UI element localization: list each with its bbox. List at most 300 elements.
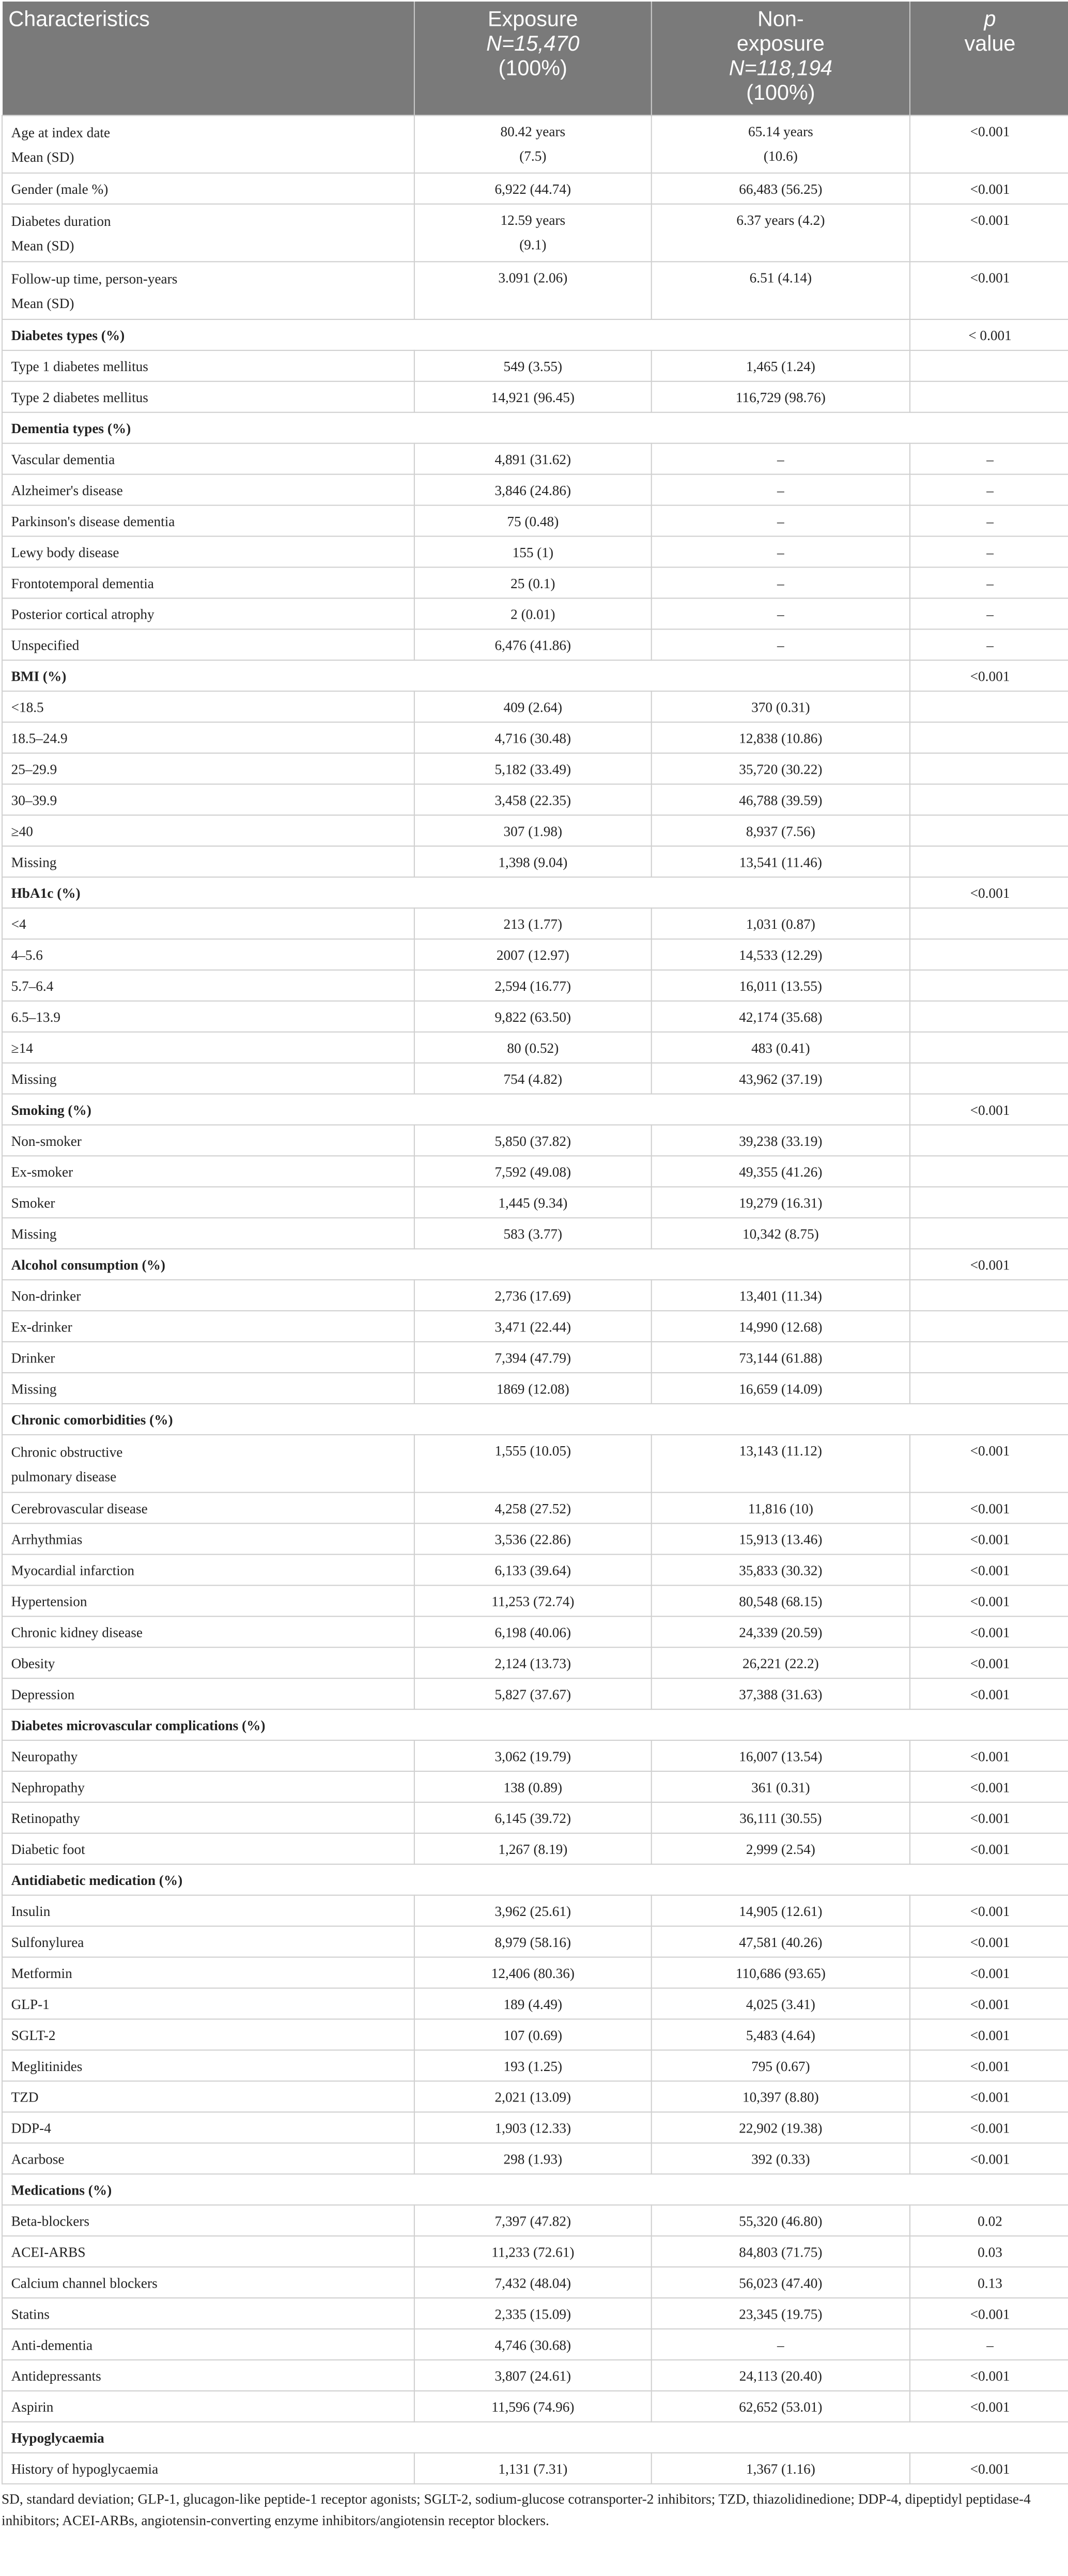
- exposure-value: 6,198 (40.06): [494, 1623, 571, 1640]
- exposure-cell: [414, 2453, 652, 2484]
- characteristic-cell: [2, 753, 414, 784]
- exposure-value: 1,267 (8.19): [498, 1841, 568, 1857]
- non-exposure-value: 1,031 (0.87): [746, 915, 815, 932]
- p-value-cell: [910, 1125, 1068, 1156]
- characteristic-cell: [2, 204, 414, 262]
- characteristic-label: ≥40: [11, 822, 33, 839]
- p-value-cell: [910, 1001, 1068, 1032]
- non-exposure-value: 795 (0.67): [751, 2057, 810, 2074]
- header-characteristics-label: Characteristics: [8, 8, 150, 32]
- non-exposure-value: 22,902 (19.38): [739, 2119, 823, 2136]
- exposure-value: (9.1): [519, 236, 547, 253]
- table-row: [2, 262, 1068, 319]
- p-value-cell: 0.03: [910, 2236, 1068, 2267]
- p-value-cell: 0.13: [910, 2267, 1068, 2298]
- non-exposure-cell: [652, 1802, 910, 1833]
- p-value-cell: [910, 815, 1068, 846]
- non-exposure-value: 49,355 (41.26): [739, 1163, 823, 1179]
- characteristic-label: Parkinson's disease dementia: [11, 513, 175, 529]
- p-value-cell: <0.001: [910, 1833, 1068, 1864]
- characteristic-cell: [2, 2143, 414, 2174]
- exposure-cell: [414, 598, 652, 629]
- characteristic-cell: [2, 2050, 414, 2081]
- p-value-cell: [910, 1187, 1068, 1218]
- characteristic-cell: [2, 1523, 414, 1554]
- table-row: [2, 722, 1068, 753]
- characteristic-label: Nephropathy: [11, 1778, 85, 1795]
- exposure-cell: [414, 381, 652, 412]
- section-title: Medications (%): [11, 2181, 112, 2198]
- non-exposure-value: 6.51 (4.14): [749, 269, 812, 286]
- characteristic-label: History of hypoglycaemia: [11, 2460, 159, 2477]
- section-title: Diabetes microvascular complications (%): [11, 1716, 266, 1733]
- p-value-cell: [910, 1218, 1068, 1249]
- non-exposure-cell: [652, 939, 910, 970]
- characteristic-label: Type 1 diabetes mellitus: [11, 358, 148, 374]
- non-exposure-value: 16,007 (13.54): [739, 1747, 823, 1764]
- p-value-cell: –: [910, 474, 1068, 505]
- characteristic-cell: [2, 1435, 414, 1493]
- table-row: [2, 567, 1068, 598]
- non-exposure-value: 26,221 (22.2): [742, 1654, 819, 1671]
- non-exposure-cell: [652, 1988, 910, 2019]
- table-row: [2, 1280, 1068, 1311]
- non-exposure-value: 8,937 (7.56): [746, 822, 815, 839]
- exposure-value: 1,445 (9.34): [498, 1194, 568, 1210]
- non-exposure-value: 10,342 (8.75): [742, 1225, 819, 1241]
- non-exposure-value: 392 (0.33): [751, 2150, 810, 2167]
- non-exposure-value: 5,483 (4.64): [746, 2026, 815, 2043]
- non-exposure-value: –: [777, 451, 784, 467]
- table-row: [2, 629, 1068, 660]
- characteristic-label: Lewy body disease: [11, 544, 119, 560]
- non-exposure-cell: [652, 1647, 910, 1678]
- characteristic-cell: [2, 1926, 414, 1957]
- non-exposure-cell: [652, 1492, 910, 1523]
- header-p-label: p: [984, 8, 996, 32]
- exposure-value: 298 (1.93): [503, 2150, 563, 2167]
- characteristic-label: 25–29.9: [11, 760, 57, 777]
- exposure-cell: [414, 2050, 652, 2081]
- exposure-cell: [414, 1280, 652, 1311]
- non-exposure-value: 14,905 (12.61): [739, 1903, 823, 1919]
- non-exposure-value: 39,238 (33.19): [739, 1132, 823, 1148]
- p-value-cell: [910, 1373, 1068, 1404]
- exposure-cell: [414, 1125, 652, 1156]
- characteristic-label: DDP-4: [11, 2119, 51, 2136]
- exposure-cell: [414, 970, 652, 1001]
- non-exposure-cell: [652, 2019, 910, 2050]
- exposure-cell: [414, 2329, 652, 2360]
- footnote: [2, 2485, 1068, 2532]
- non-exposure-value: 23,345 (19.75): [739, 2305, 823, 2322]
- p-value-cell: –: [910, 629, 1068, 660]
- exposure-value: 4,746 (30.68): [494, 2336, 571, 2353]
- p-value-cell: <0.001: [910, 1957, 1068, 1988]
- exposure-value: 2,021 (13.09): [494, 2088, 571, 2105]
- non-exposure-cell: [652, 1523, 910, 1554]
- exposure-value: 6,145 (39.72): [494, 1810, 571, 1826]
- p-value-cell: [910, 381, 1068, 412]
- non-exposure-cell: [652, 381, 910, 412]
- non-exposure-cell: [652, 1063, 910, 1094]
- characteristic-cell: [2, 784, 414, 815]
- section-title: Dementia types (%): [11, 420, 131, 436]
- exposure-cell: [414, 846, 652, 877]
- p-value-cell: <0.001: [910, 1094, 1068, 1125]
- exposure-value: 5,827 (37.67): [494, 1685, 571, 1702]
- exposure-value: 1,398 (9.04): [498, 853, 568, 870]
- non-exposure-value: 24,339 (20.59): [739, 1623, 823, 1640]
- characteristic-label: Unspecified: [11, 636, 80, 653]
- header-exposure-pct: (100%): [498, 57, 567, 81]
- characteristic-cell: [2, 815, 414, 846]
- exposure-cell: [414, 1373, 652, 1404]
- p-value-cell: <0.001: [910, 1492, 1068, 1523]
- exposure-cell: [414, 1156, 652, 1187]
- exposure-value: 11,596 (74.96): [491, 2398, 575, 2415]
- characteristic-label: ACEI-ARBS: [11, 2243, 86, 2260]
- p-value-cell: <0.001: [910, 1554, 1068, 1585]
- exposure-value: 4,716 (30.48): [494, 729, 571, 746]
- p-value-cell: [910, 722, 1068, 753]
- non-exposure-value: 13,143 (11.12): [739, 1443, 823, 1459]
- non-exposure-value: –: [777, 2336, 784, 2353]
- header-non-exposure-line: Non-: [757, 8, 804, 32]
- table-row: [2, 1523, 1068, 1554]
- p-value-cell: [910, 1342, 1068, 1373]
- header-exposure-n: N=15,470: [486, 32, 580, 56]
- exposure-value: 7,397 (47.82): [494, 2212, 571, 2229]
- characteristic-cell: [2, 1063, 414, 1094]
- non-exposure-cell: [652, 2453, 910, 2484]
- non-exposure-value: 73,144 (61.88): [739, 1349, 823, 1366]
- exposure-cell: [414, 2391, 652, 2422]
- p-value-cell: <0.001: [910, 2112, 1068, 2143]
- table-row: [2, 2112, 1068, 2143]
- exposure-cell: [414, 784, 652, 815]
- characteristic-label: Missing: [11, 1380, 57, 1397]
- non-exposure-cell: [652, 173, 910, 204]
- characteristic-label: Mean (SD): [11, 237, 74, 253]
- p-value-cell: [910, 1280, 1068, 1311]
- exposure-cell: [414, 1218, 652, 1249]
- characteristic-label: 5.7–6.4: [11, 977, 54, 994]
- characteristic-label: Chronic kidney disease: [11, 1623, 143, 1640]
- characteristic-cell: [2, 1988, 414, 2019]
- exposure-cell: [414, 1554, 652, 1585]
- table-row: [2, 1833, 1068, 1864]
- table-row: [2, 1032, 1068, 1063]
- section-title-cell: [2, 319, 910, 350]
- exposure-value: 3,458 (22.35): [494, 791, 571, 808]
- p-value-cell: –: [910, 567, 1068, 598]
- table-row: [2, 204, 1068, 262]
- non-exposure-value: 46,788 (39.59): [739, 791, 823, 808]
- non-exposure-value: 47,581 (40.26): [739, 1934, 823, 1950]
- table-row: [2, 1616, 1068, 1647]
- table-row: [2, 1156, 1068, 1187]
- section-row: [2, 2174, 1068, 2205]
- table-row: [2, 1187, 1068, 1218]
- exposure-value: 3,962 (25.61): [494, 1903, 571, 1919]
- header-value-label: value: [964, 32, 1016, 56]
- section-row: [2, 2422, 1068, 2453]
- characteristic-cell: [2, 173, 414, 204]
- non-exposure-cell: [652, 1311, 910, 1342]
- characteristic-label: Non-drinker: [11, 1287, 81, 1304]
- non-exposure-cell: [652, 262, 910, 319]
- table-row: [2, 2329, 1068, 2360]
- p-value-cell: [910, 908, 1068, 939]
- exposure-cell: [414, 1895, 652, 1926]
- exposure-value: 5,850 (37.82): [494, 1132, 571, 1148]
- non-exposure-cell: [652, 2050, 910, 2081]
- characteristic-cell: [2, 970, 414, 1001]
- section-title-cell: [2, 2422, 1068, 2453]
- characteristic-cell: [2, 1740, 414, 1771]
- exposure-value: 3,062 (19.79): [494, 1747, 571, 1764]
- table-row: [2, 2081, 1068, 2112]
- exposure-cell: [414, 173, 652, 204]
- section-title-cell: [2, 1404, 1068, 1435]
- characteristic-cell: [2, 2329, 414, 2360]
- table-row: [2, 691, 1068, 722]
- characteristic-label: Ex-drinker: [11, 1318, 72, 1335]
- section-title-cell: [2, 1709, 1068, 1740]
- exposure-cell: [414, 1740, 652, 1771]
- characteristic-cell: [2, 1585, 414, 1616]
- non-exposure-value: 35,833 (30.32): [739, 1561, 823, 1578]
- characteristic-label: Aspirin: [11, 2398, 54, 2415]
- exposure-value: 2,594 (16.77): [494, 977, 571, 994]
- exposure-cell: [414, 1523, 652, 1554]
- table-body: [2, 115, 1068, 2484]
- characteristic-label: Alzheimer's disease: [11, 482, 123, 498]
- table-row: [2, 2298, 1068, 2329]
- p-value-cell: <0.001: [910, 173, 1068, 204]
- p-value-cell: < 0.001: [910, 319, 1068, 350]
- exposure-value: 7,394 (47.79): [494, 1349, 571, 1366]
- non-exposure-cell: [652, 1740, 910, 1771]
- non-exposure-value: 12,838 (10.86): [739, 729, 823, 746]
- table-row: [2, 1125, 1068, 1156]
- characteristic-label: Obesity: [11, 1654, 55, 1671]
- non-exposure-value: –: [777, 636, 784, 653]
- characteristic-label: Frontotemporal dementia: [11, 574, 154, 591]
- exposure-value: 138 (0.89): [503, 1778, 563, 1795]
- characteristic-cell: [2, 2267, 414, 2298]
- characteristic-cell: [2, 2360, 414, 2391]
- non-exposure-cell: [652, 115, 910, 173]
- table-row: [2, 2391, 1068, 2422]
- p-value-cell: <0.001: [910, 2391, 1068, 2422]
- non-exposure-cell: [652, 2236, 910, 2267]
- characteristic-label: 18.5–24.9: [11, 729, 68, 746]
- characteristic-cell: [2, 1001, 414, 1032]
- exposure-value: 2,124 (13.73): [494, 1654, 571, 1671]
- section-row: [2, 877, 1068, 908]
- characteristic-cell: [2, 2112, 414, 2143]
- non-exposure-value: (10.6): [763, 148, 798, 164]
- characteristic-label: Vascular dementia: [11, 451, 115, 467]
- characteristic-cell: [2, 1957, 414, 1988]
- table-row: [2, 1342, 1068, 1373]
- exposure-value: 14,921 (96.45): [491, 389, 575, 405]
- exposure-cell: [414, 629, 652, 660]
- characteristic-cell: [2, 1802, 414, 1833]
- non-exposure-value: 35,720 (30.22): [739, 760, 823, 777]
- non-exposure-cell: [652, 722, 910, 753]
- characteristic-label: Myocardial infarction: [11, 1561, 135, 1578]
- exposure-cell: [414, 1678, 652, 1709]
- section-title: Alcohol consumption (%): [11, 1256, 165, 1272]
- p-value-cell: –: [910, 536, 1068, 568]
- characteristic-cell: [2, 1771, 414, 1802]
- exposure-value: 1,903 (12.33): [494, 2119, 571, 2136]
- non-exposure-value: 65.14 years: [748, 123, 813, 140]
- characteristic-label: Beta-blockers: [11, 2212, 89, 2229]
- characteristic-label: pulmonary disease: [11, 1467, 117, 1484]
- non-exposure-value: 62,652 (53.01): [739, 2398, 823, 2415]
- exposure-cell: [414, 939, 652, 970]
- characteristic-cell: [2, 1895, 414, 1926]
- header-characteristics: [2, 2, 414, 115]
- non-exposure-value: 1,465 (1.24): [746, 358, 815, 374]
- table-row: [2, 598, 1068, 629]
- non-exposure-cell: [652, 629, 910, 660]
- p-value-cell: <0.001: [910, 2050, 1068, 2081]
- section-title: Smoking (%): [11, 1101, 91, 1117]
- p-value-cell: <0.001: [910, 1435, 1068, 1493]
- section-row: [2, 412, 1068, 443]
- section-row: [2, 1709, 1068, 1740]
- characteristic-label: 4–5.6: [11, 946, 43, 963]
- characteristic-cell: [2, 2391, 414, 2422]
- section-title: Hypoglycaemia: [11, 2429, 104, 2446]
- characteristic-cell: [2, 1342, 414, 1373]
- characteristic-label: Metformin: [11, 1965, 72, 1981]
- characteristic-cell: [2, 722, 414, 753]
- characteristic-label: Missing: [11, 853, 57, 870]
- exposure-value: 12.59 years: [500, 212, 566, 228]
- exposure-cell: [414, 443, 652, 474]
- p-value-cell: <0.001: [910, 1926, 1068, 1957]
- characteristic-label: Antidepressants: [11, 2367, 101, 2384]
- exposure-value: 307 (1.98): [503, 822, 563, 839]
- characteristic-label: Follow-up time, person-years: [11, 270, 178, 286]
- non-exposure-cell: [652, 1156, 910, 1187]
- p-value-cell: <0.001: [910, 262, 1068, 319]
- section-row: [2, 1249, 1068, 1280]
- non-exposure-cell: [652, 691, 910, 722]
- p-value-cell: –: [910, 443, 1068, 474]
- non-exposure-value: 1,367 (1.16): [746, 2460, 815, 2477]
- section-row: [2, 660, 1068, 691]
- non-exposure-cell: [652, 1957, 910, 1988]
- characteristic-cell: [2, 2205, 414, 2236]
- non-exposure-cell: [652, 350, 910, 381]
- section-row: [2, 1094, 1068, 1125]
- characteristic-cell: [2, 1125, 414, 1156]
- table-row: [2, 1895, 1068, 1926]
- characteristic-cell: [2, 691, 414, 722]
- section-title-cell: [2, 660, 910, 691]
- non-exposure-cell: [652, 204, 910, 262]
- exposure-cell: [414, 1032, 652, 1063]
- characteristic-label: ≥14: [11, 1039, 33, 1056]
- exposure-value: 754 (4.82): [503, 1070, 563, 1087]
- non-exposure-value: 80,548 (68.15): [739, 1592, 823, 1609]
- p-value-cell: –: [910, 598, 1068, 629]
- non-exposure-value: –: [777, 513, 784, 529]
- table-row: [2, 1492, 1068, 1523]
- exposure-cell: [414, 2267, 652, 2298]
- exposure-value: 3,807 (24.61): [494, 2367, 571, 2384]
- table-row: [2, 1554, 1068, 1585]
- non-exposure-value: 42,174 (35.68): [739, 1008, 823, 1025]
- characteristic-label: Mean (SD): [11, 295, 74, 311]
- p-value-cell: <0.001: [910, 1523, 1068, 1554]
- non-exposure-cell: [652, 1001, 910, 1032]
- non-exposure-cell: [652, 1280, 910, 1311]
- p-value-cell: [910, 846, 1068, 877]
- exposure-value: 3,846 (24.86): [494, 482, 571, 498]
- characteristic-cell: [2, 115, 414, 173]
- characteristic-cell: [2, 2298, 414, 2329]
- exposure-value: 5,182 (33.49): [494, 760, 571, 777]
- non-exposure-cell: [652, 846, 910, 877]
- exposure-value: 2007 (12.97): [496, 946, 569, 963]
- exposure-cell: [414, 350, 652, 381]
- exposure-cell: [414, 1988, 652, 2019]
- non-exposure-value: 15,913 (13.46): [739, 1530, 823, 1547]
- exposure-cell: [414, 2360, 652, 2391]
- characteristic-cell: [2, 1554, 414, 1585]
- non-exposure-cell: [652, 1342, 910, 1373]
- p-value-cell: <0.001: [910, 2081, 1068, 2112]
- characteristic-label: SGLT-2: [11, 2026, 56, 2043]
- section-title: Antidiabetic medication (%): [11, 1872, 183, 1888]
- table-row: [2, 1218, 1068, 1249]
- table-row: [2, 908, 1068, 939]
- non-exposure-value: 14,990 (12.68): [739, 1318, 823, 1335]
- exposure-value: 75 (0.48): [507, 513, 559, 529]
- non-exposure-cell: [652, 2081, 910, 2112]
- non-exposure-value: 13,401 (11.34): [739, 1287, 823, 1304]
- characteristic-label: Neuropathy: [11, 1747, 78, 1764]
- non-exposure-value: –: [777, 482, 784, 498]
- table-row: [2, 1926, 1068, 1957]
- non-exposure-value: 66,483 (56.25): [739, 180, 823, 197]
- exposure-value: 2,736 (17.69): [494, 1287, 571, 1304]
- p-value-cell: [910, 691, 1068, 722]
- exposure-value: (7.5): [519, 148, 547, 164]
- characteristic-cell: [2, 1218, 414, 1249]
- table-row: [2, 1063, 1068, 1094]
- table-row: [2, 1957, 1068, 1988]
- exposure-cell: [414, 691, 652, 722]
- non-exposure-cell: [652, 2298, 910, 2329]
- p-value-cell: <0.001: [910, 1740, 1068, 1771]
- non-exposure-cell: [652, 567, 910, 598]
- non-exposure-value: 14,533 (12.29): [739, 946, 823, 963]
- characteristic-label: Meglitinides: [11, 2057, 83, 2074]
- table-row: [2, 1435, 1068, 1493]
- characteristic-cell: [2, 908, 414, 939]
- exposure-cell: [414, 1063, 652, 1094]
- exposure-value: 11,233 (72.61): [491, 2243, 575, 2260]
